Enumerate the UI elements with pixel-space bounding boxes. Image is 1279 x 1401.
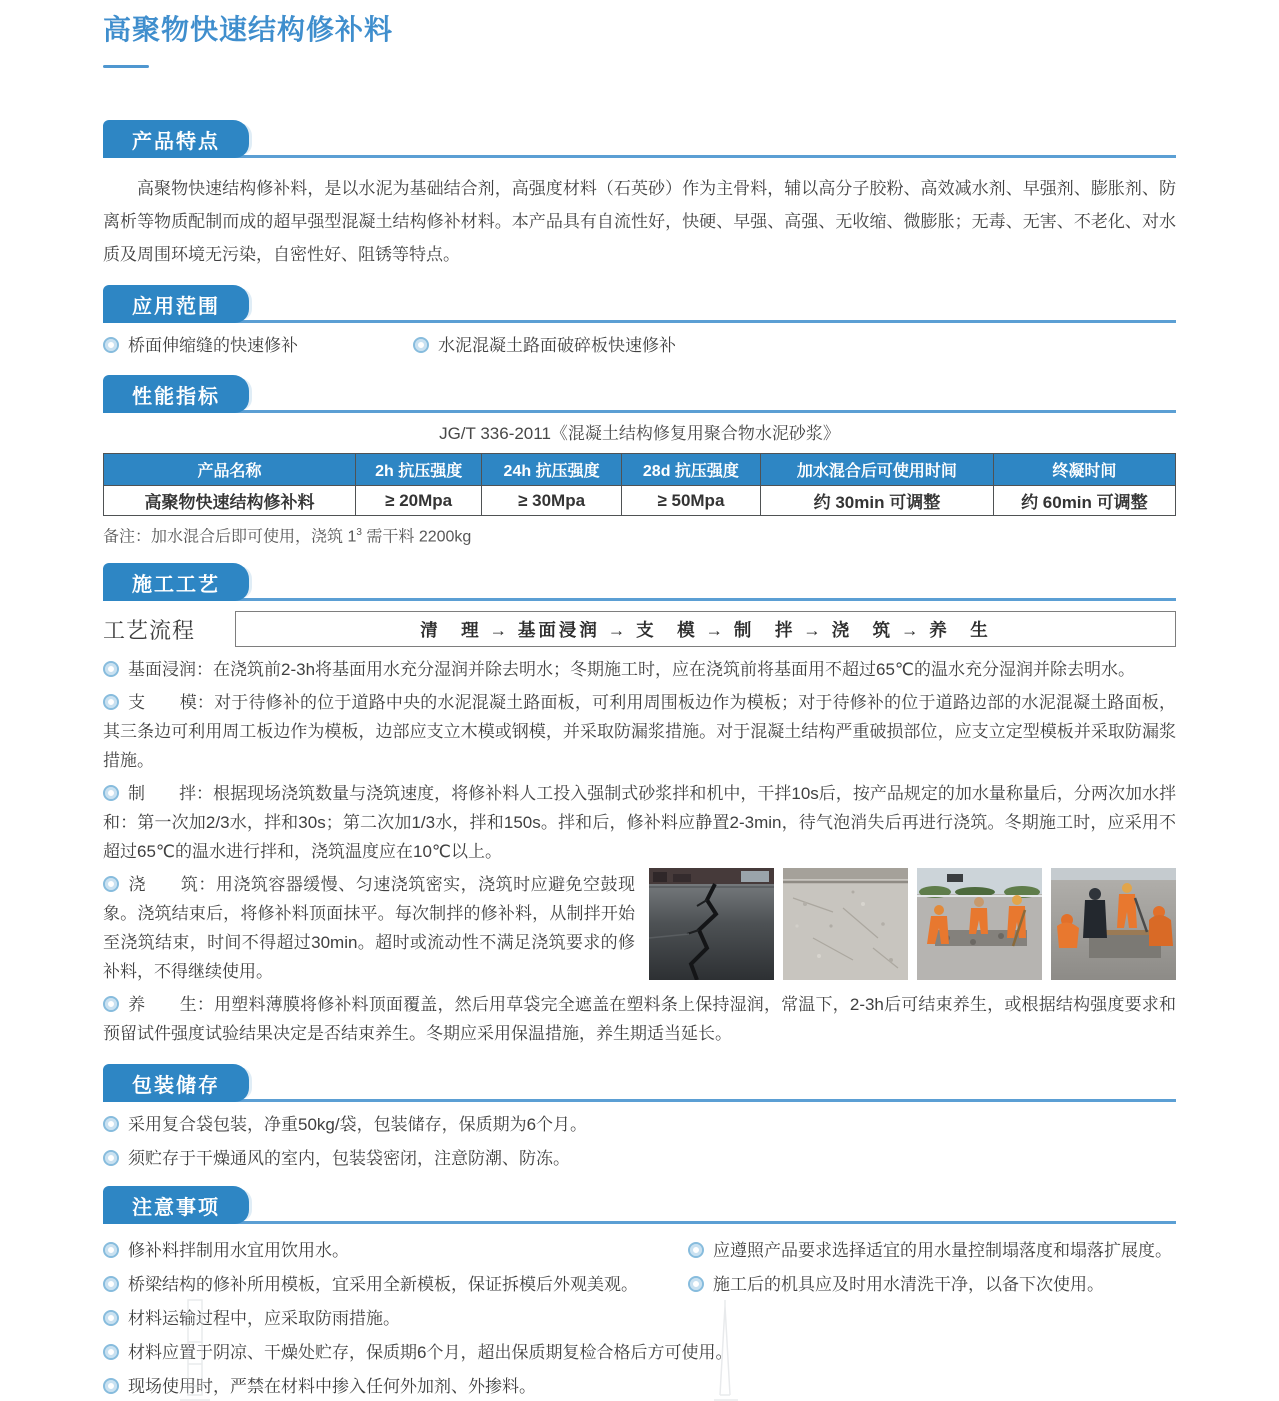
notice-item-text: 现场使用时，严禁在材料中掺入任何外加剂、外掺料。 xyxy=(128,1377,536,1397)
notice-item xyxy=(103,1372,1176,1401)
ring-bullet-icon xyxy=(103,785,119,801)
note-text: 需干料 2200kg xyxy=(361,528,472,546)
storage-item xyxy=(103,1144,1176,1174)
step-text: 基面浸润：在浇筑前2-3h将基面用水充分湿润并除去明水；冬期施工时，应在浇筑前将基面用不超过65℃的温水充分湿润并除去明水。 xyxy=(128,660,1136,680)
ring-bullet-icon xyxy=(103,996,119,1012)
step-item xyxy=(103,655,1176,684)
notice-item-text: 修补料拌制用水宜用饮用水。 xyxy=(128,1241,349,1261)
bare-concrete-surface-photo xyxy=(783,868,908,980)
ring-bullet-icon xyxy=(688,1242,704,1258)
note-superscript: 3 xyxy=(356,527,362,538)
application-items xyxy=(103,331,1176,361)
application-heading: 应用范围 xyxy=(132,295,220,318)
features-paragraph: 高聚物快速结构修补料，是以水泥为基础结合剂，高强度材料（石英砂）作为主骨料，辅以高分子胶粉、高效减水剂、早强剂、膨胀剂、防离析等物质配制而成的超早强型混凝土结构修补材料。本产品具有自流性好，快硬、早强、高强、无收缩、微膨胀；无毒、无害、不老化、对水质及周围环境无污染，自密性好、阻锈等特点。 xyxy=(103,179,1176,264)
section-underline xyxy=(103,1221,1176,1224)
construction-steps xyxy=(103,655,1176,1048)
col-header: 24h 抗压强度 xyxy=(482,454,621,486)
step-text: 制 拌：根据现场浇筑数量与浇筑速度，将修补料人工投入强制式砂浆拌和机中，干拌10s后，按产品规定的加水量称量后，分两次加水拌和：第一次加2/3水，拌和30s；第二次加1/3水，拌和150s。拌和后，修补料应静置2-3min，待气泡消失后再进行浇筑。冬期施工时，应采用不超过65℃的温水进行拌和，浇筑温度应在10℃以上。 xyxy=(103,784,1176,862)
performance-tab xyxy=(103,375,249,413)
ring-bullet-icon xyxy=(103,661,119,677)
section-underline xyxy=(103,320,1176,323)
ring-bullet-icon xyxy=(103,1378,119,1394)
table-cell: 约 30min 可调整 xyxy=(761,486,994,516)
storage-item xyxy=(103,1110,1176,1140)
application-item-label: 桥面伸缩缝的快速修补 xyxy=(128,336,298,355)
application-item xyxy=(413,331,676,361)
ring-bullet-icon xyxy=(103,876,119,892)
col-header: 产品名称 xyxy=(104,454,356,486)
ring-bullet-icon xyxy=(103,1310,119,1326)
section-underline xyxy=(103,410,1176,413)
table-cell: ≥ 50Mpa xyxy=(621,486,760,516)
notice-item xyxy=(103,1270,688,1300)
standard-reference: JG/T 336-2011《混凝土结构修复用聚合物水泥砂浆》 xyxy=(439,424,840,443)
notice-item-text: 施工后的机具应及时用水清洗干净，以备下次使用。 xyxy=(713,1275,1104,1295)
application-item-label: 水泥混凝土路面破碎板快速修补 xyxy=(438,336,676,355)
ring-bullet-icon xyxy=(103,694,119,710)
storage-items xyxy=(103,1110,1176,1174)
storage-heading: 包装储存 xyxy=(132,1074,220,1097)
table-cell: ≥ 30Mpa xyxy=(482,486,621,516)
step-text: 支 模：对于待修补的位于道路中央的水泥混凝土路面板，可利用周围板边作为模板；对于待修补的位于道路边部的水泥混凝土路面板，其三条边可利用周工板边作为模板，边部应支立木模或钢模，并采取防漏浆措施。对于混凝土结构严重破损部位，应支立定型模板并采取防漏浆措施。 xyxy=(103,693,1176,771)
ring-bullet-icon xyxy=(103,1276,119,1292)
application-tab xyxy=(103,285,249,323)
page-title: 高聚物快速结构修补料 xyxy=(103,14,394,45)
step-item xyxy=(103,688,1176,775)
site-photo-strip xyxy=(649,868,1176,980)
ring-bullet-icon xyxy=(103,337,119,353)
application-item xyxy=(103,331,413,361)
ring-bullet-icon xyxy=(103,1242,119,1258)
step-text: 养 生：用塑料薄膜将修补料顶面覆盖，然后用草袋完全遮盖在塑料条上保持湿润，常温下，2-3h后可结束养生，或根据结构强度要求和预留试件强度试验结果决定是否结束养生。冬期应采用保温措施，养生期适当延长。 xyxy=(103,995,1176,1044)
notice-item-text: 应遵照产品要求选择适宜的用水量控制塌落度和塌落扩展度。 xyxy=(713,1241,1172,1261)
road-crew-patching-photo xyxy=(1051,868,1176,980)
notice-item xyxy=(688,1236,1176,1266)
table-row xyxy=(104,486,1176,516)
table-cell: 高聚物快速结构修补料 xyxy=(104,486,356,516)
ring-bullet-icon xyxy=(103,1116,119,1132)
section-underline xyxy=(103,598,1176,601)
notice-two-columns xyxy=(103,1232,1176,1300)
table-note xyxy=(103,523,1176,547)
step-item xyxy=(103,779,1176,866)
flow-label: 工艺流程 xyxy=(103,617,196,643)
ring-bullet-icon xyxy=(688,1276,704,1292)
note-text: 备注：加水混合后即可使用，浇筑 1 xyxy=(103,528,357,546)
ring-bullet-icon xyxy=(413,337,429,353)
construction-heading: 施工工艺 xyxy=(132,573,220,596)
ring-bullet-icon xyxy=(103,1150,119,1166)
col-header: 28d 抗压强度 xyxy=(621,454,760,486)
notice-item-text: 桥梁结构的修补所用模板，宜采用全新模板，保证拆模后外观美观。 xyxy=(128,1275,638,1295)
process-flow-row xyxy=(103,611,1176,647)
section-header-storage xyxy=(103,1064,1176,1102)
table-cell: ≥ 20Mpa xyxy=(355,486,481,516)
col-header: 加水混合后可使用时间 xyxy=(761,454,994,486)
notice-right-column xyxy=(688,1232,1176,1300)
section-header-application xyxy=(103,285,1176,323)
performance-table xyxy=(103,453,1176,516)
performance-heading: 性能指标 xyxy=(132,385,220,408)
storage-tab xyxy=(103,1064,249,1102)
cracked-dark-pavement-photo xyxy=(649,868,774,980)
notice-item-text: 材料运输过程中，应采取防雨措施。 xyxy=(128,1309,400,1329)
section-header-notices xyxy=(103,1186,1176,1224)
col-header: 2h 抗压强度 xyxy=(355,454,481,486)
notice-left-column xyxy=(103,1232,688,1300)
table-header-row xyxy=(104,454,1176,486)
ring-bullet-icon xyxy=(103,1344,119,1360)
section-header-construction xyxy=(103,563,1176,601)
notice-item xyxy=(688,1270,1176,1300)
step-item xyxy=(103,990,1176,1048)
features-heading: 产品特点 xyxy=(132,130,220,153)
notice-item xyxy=(103,1338,1176,1368)
storage-item-text: 须贮存于干燥通风的室内，包装袋密闭，注意防潮、防冻。 xyxy=(128,1149,570,1169)
col-header: 终凝时间 xyxy=(993,454,1175,486)
notice-item xyxy=(103,1304,1176,1334)
table-cell: 约 60min 可调整 xyxy=(993,486,1175,516)
road-crew-breaking-slab-photo xyxy=(917,868,1042,980)
notice-items xyxy=(103,1232,1176,1401)
notice-item-text: 材料应置于阴凉、干燥处贮存，保质期6个月，超出保质期复检合格后方可使用。 xyxy=(128,1343,733,1363)
section-underline xyxy=(103,1099,1176,1102)
notice-item xyxy=(103,1236,688,1266)
section-header-features xyxy=(103,120,1176,158)
title-underline xyxy=(103,65,149,68)
section-header-performance xyxy=(103,375,1176,413)
notices-tab xyxy=(103,1186,249,1224)
construction-tab xyxy=(103,563,249,601)
features-tab xyxy=(103,120,249,158)
storage-item-text: 采用复合袋包装，净重50kg/袋，包装储存，保质期为6个月。 xyxy=(128,1115,588,1135)
step-text: 浇 筑：用浇筑容器缓慢、匀速浇筑密实，浇筑时应避免空鼓现象。浇筑结束后，将修补料顶面抹平。每次制拌的修补料，从制拌开始至浇筑结束，时间不得超过30min。超时或流动性不满足浇筑要求的修补料，不得继续使用。 xyxy=(103,875,635,982)
section-underline xyxy=(103,155,1176,158)
flow-diagram-box: 清 理 → 基面浸润 → 支 模 → 制 拌 → 浇 筑 → 养 生 xyxy=(235,611,1176,647)
notices-heading: 注意事项 xyxy=(132,1196,220,1219)
